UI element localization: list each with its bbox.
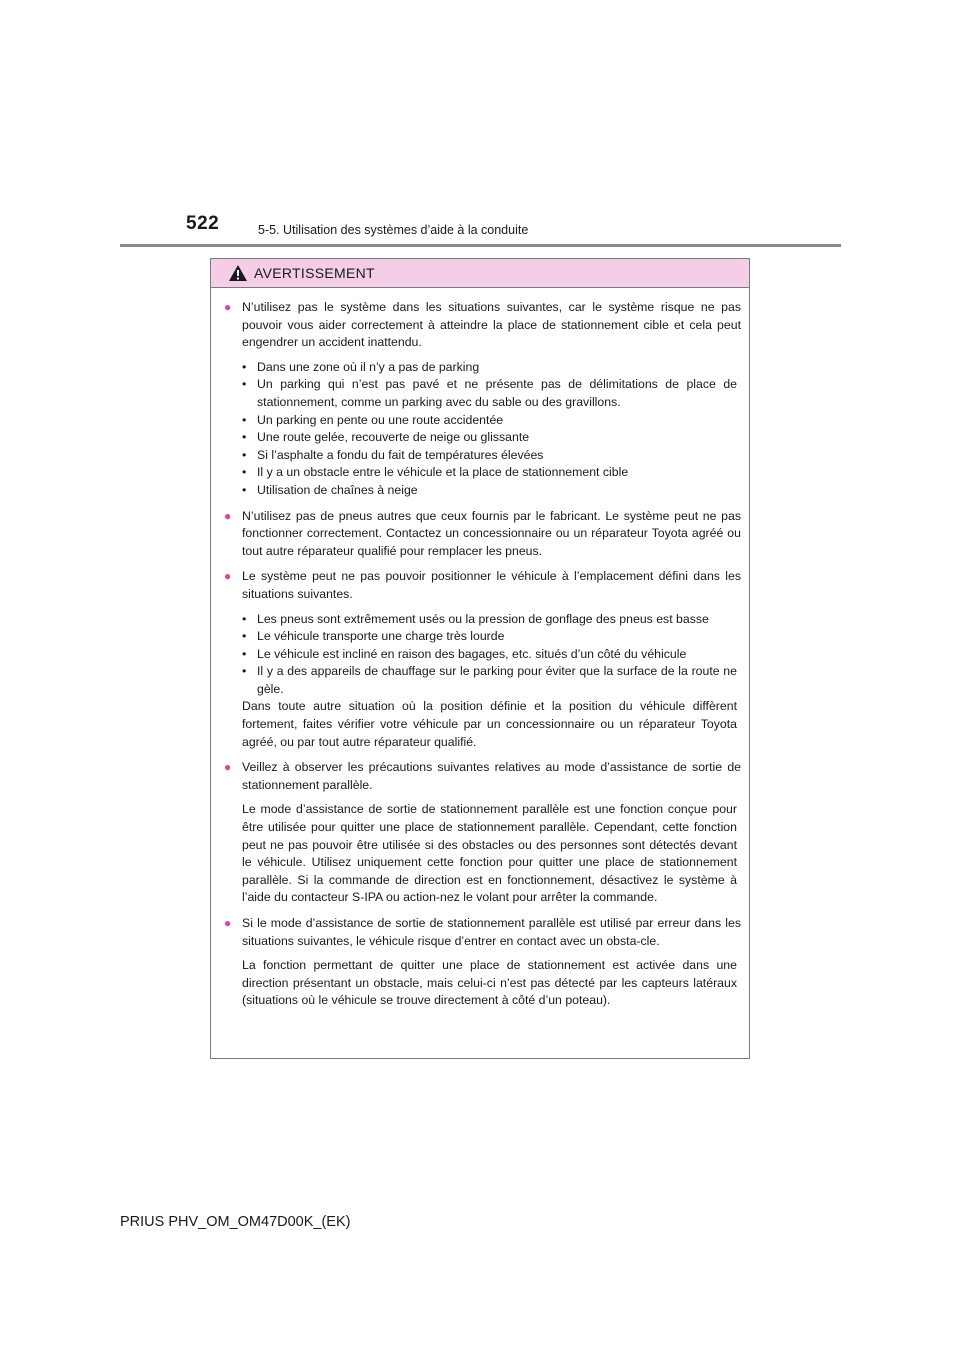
sub-list-item: • Utilisation de chaînes à neige — [242, 482, 418, 497]
sub-list-item: • Le véhicule transporte une charge très lourde — [242, 629, 505, 644]
warning-item-paragraph: Le mode d’assistance de sortie de stationnement parallèle est une fonction conçue pour être utilisée pour quitter une place de stationnement parallèle. Cependant, cette fonction peut ne pas pouvoir être utilisée si des obstacles ou des personnes sont détectés devant le véhicule. Utilisez uniquement cette fonction pour quitter une place de stationnement parallèle. Si la commande de direction est en fonctionnement, désactivez le système à l’aide du contacteur S-IPA ou action-nez le volant pour arrêter la commande. — [242, 802, 737, 905]
sub-list-item: • Le véhicule est incliné en raison des bagages, etc. situés d’un côté du véhicule — [242, 646, 687, 661]
section-title: 5-5. Utilisation des systèmes d’aide à la conduite — [258, 223, 529, 237]
sub-list-item: • Un parking qui n’est pas pavé et ne présente pas de délimitations de place de stationnement, comme un parking avec du sable ou des gravillons. — [242, 377, 737, 409]
bullet-icon: ● — [224, 760, 232, 775]
warning-item-text: N’utilisez pas le système dans les situations suivantes, car le système risque ne pas pouvoir vous aider correctement à atteindre la place de stationnement cible et cela peut engendrer un accident inattendu. — [242, 300, 741, 350]
warning-body — [211, 288, 749, 1010]
warning-item — [224, 299, 741, 500]
bullet-icon: ● — [224, 508, 232, 523]
sub-list-item: • Les pneus sont extrêmement usés ou la pression de gonflage des pneus est basse — [242, 611, 709, 626]
warning-item — [224, 568, 741, 751]
sub-list-item: • Si l’asphalte a fondu du fait de températures élevées — [242, 447, 544, 462]
bullet-icon: ● — [224, 916, 232, 930]
sub-list-item: • Il y a des appareils de chauffage sur le parking pour éviter que la surface de la route ne gèle. — [242, 664, 737, 696]
warning-item-paragraph: La fonction permettant de quitter une place de stationnement est activée dans une direction présentant un obstacle, mais celui-ci n’est pas détecté par les capteurs latéraux (situations où le véhicule se trouve directement à côté d’un poteau). — [242, 958, 737, 1008]
warning-header — [211, 259, 749, 288]
warning-item-text: Veillez à observer les précautions suivantes relatives au mode d’assistance de sortie de stationnement parallèle. — [242, 760, 741, 792]
sub-list — [242, 611, 741, 699]
warning-item-text: N’utilisez pas de pneus autres que ceux fournis par le fabricant. Le système peut ne pas fonctionner correctement. Contactez un concessionnaire ou un réparateur Toyota agréé ou tout autre réparateur qualifié pour remplacer les pneus. — [242, 508, 741, 558]
sub-list-item: • Il y a un obstacle entre le véhicule et la place de stationnement cible — [242, 465, 629, 480]
document-id: PRIUS PHV_OM_OM47D00K_(EK) — [120, 1214, 351, 1230]
page-number: 522 — [186, 213, 220, 234]
sub-list-item: • Dans une zone où il n’y a pas de parking — [242, 359, 480, 374]
header-divider — [120, 244, 841, 247]
warning-item — [224, 508, 741, 561]
warning-item — [224, 915, 741, 1010]
warning-item — [224, 759, 741, 907]
bullet-icon: ● — [224, 569, 232, 584]
warning-item-text: Le système peut ne pas pouvoir positionner le véhicule à l’emplacement défini dans les situations suivantes. — [242, 569, 741, 601]
bullet-icon: ● — [224, 300, 232, 314]
warning-triangle-icon — [228, 264, 248, 282]
warning-box — [210, 258, 750, 1059]
sub-list — [242, 359, 741, 500]
warning-title: AVERTISSEMENT — [254, 265, 375, 281]
sub-list-item: • Un parking en pente ou une route accidentée — [242, 412, 504, 427]
warning-item-note: Dans toute autre situation où la position définie et la position du véhicule diffèrent fortement, faites vérifier votre véhicule par un concessionnaire ou un réparateur Toyota agréé, ou par tout autre réparateur qualifié. — [242, 699, 737, 749]
sub-list-item: • Une route gelée, recouverte de neige ou glissante — [242, 430, 530, 445]
warning-item-text: Si le mode d’assistance de sortie de stationnement parallèle est utilisé par erreur dans les situations suivantes, le véhicule risque d’entrer en contact avec un obsta-cle. — [242, 916, 741, 948]
